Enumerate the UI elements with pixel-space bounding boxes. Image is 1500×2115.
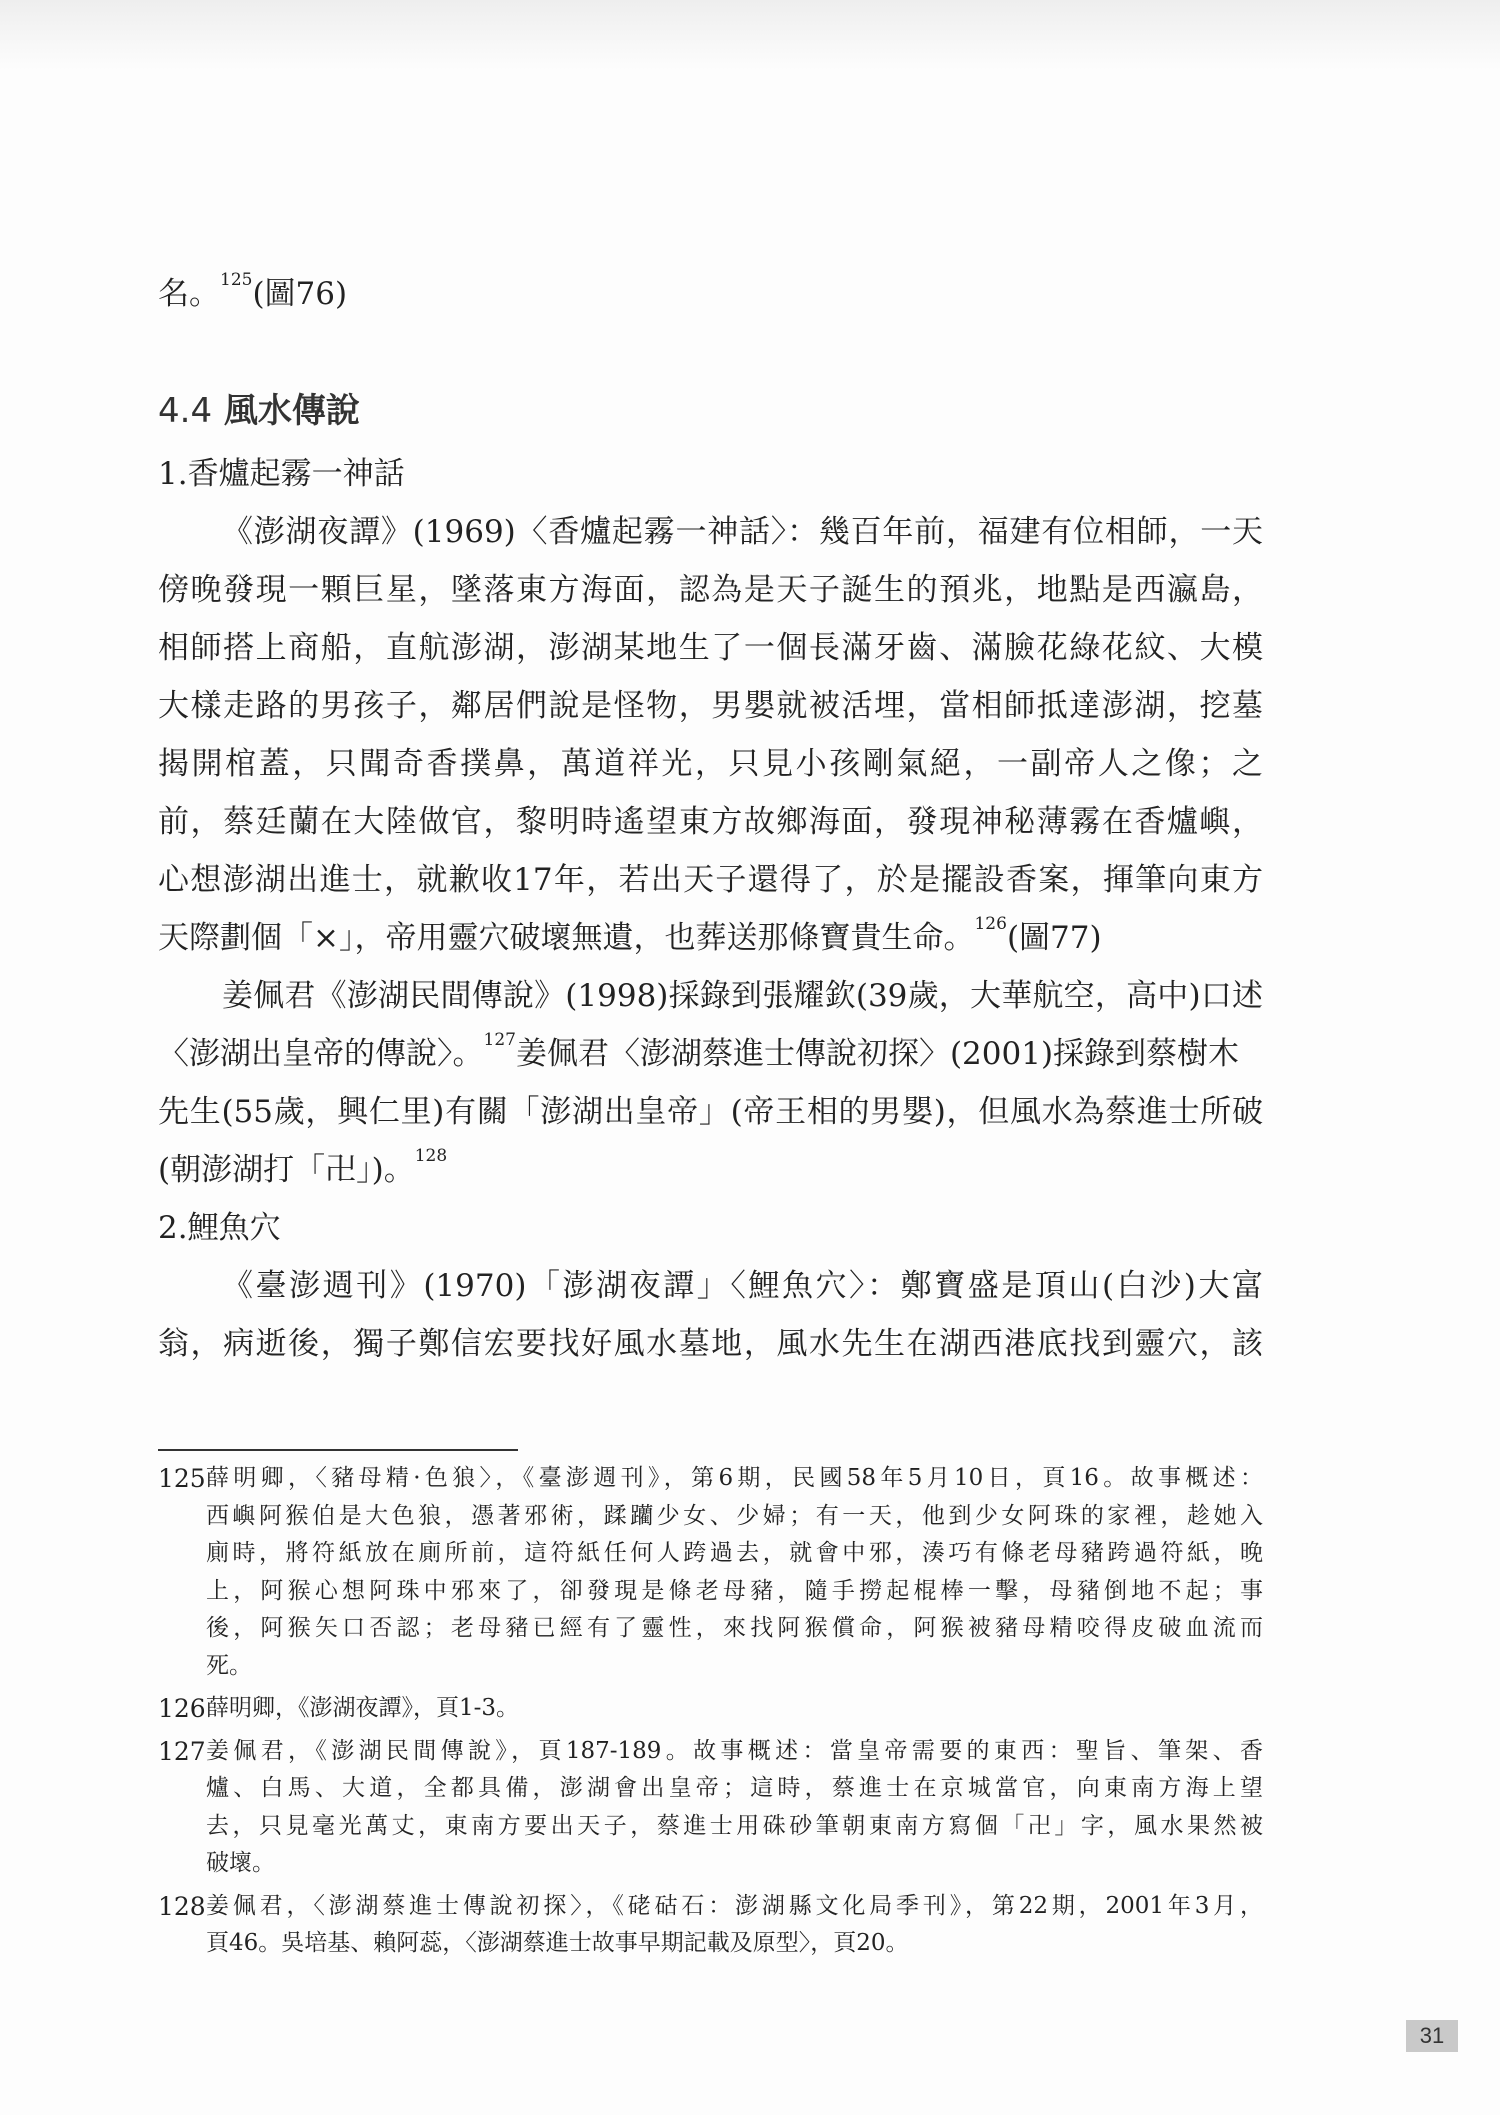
footnote-line [158, 1690, 1263, 1728]
footnote-text: 死。 [206, 1652, 252, 1679]
figure-ref: (圖76) [252, 276, 348, 312]
paragraph-2-line: 先生(55歲，興仁里)有關「澎湖出皇帝」(帝王相的男嬰)，但風水為蔡進士所破 [158, 1094, 1263, 1130]
footnote-line [158, 1573, 1263, 1611]
footnote-line [158, 1460, 1263, 1498]
paragraph-2-line: 姜佩君《澎湖民間傳說》(1998)採錄到張耀欽(39歲，大華航空，高中)口述 [222, 978, 1263, 1014]
paragraph-2-line [158, 1141, 1263, 1199]
footnote-line [158, 1498, 1263, 1536]
paragraph-1-last-line [158, 909, 1263, 967]
footnote-text: 薛明卿，〈豬母精·色狼〉，《臺澎週刊》，第6期，民國58年5月10日，頁16。故事概述： [206, 1465, 1263, 1491]
footnote-text: 廁時，將符紙放在廁所前，這符紙任何人跨過去，就會中邪，湊巧有條老母豬跨過符紙，晚 [206, 1540, 1263, 1566]
text: 〈澎湖出皇帝的傳說〉。 [158, 1036, 484, 1072]
footnote-line [158, 1733, 1263, 1771]
text: 天際劃個「×」，帝用靈穴破壞無遺，也葬送那條寶貴生命。 [158, 920, 975, 956]
paragraph-line: 《臺澎週刊》(1970)「澎湖夜譚」〈鯉魚穴〉：鄭寶盛是頂山(白沙)大富 [222, 1268, 1263, 1304]
footnote-number [158, 1808, 206, 1846]
paragraph-2-line [158, 1025, 1263, 1083]
figure-ref: (圖77) [1006, 920, 1102, 956]
footnote-line [158, 1845, 1263, 1883]
footnote-number [158, 1498, 206, 1536]
footnote-number [158, 1770, 206, 1808]
page-number: 31 [1406, 2020, 1458, 2052]
footnote [158, 1460, 1263, 1685]
footnote-number [158, 1845, 206, 1883]
footnote-ref[interactable]: 128 [414, 1146, 448, 1166]
subheading-2: 2.鯉魚穴 [158, 1210, 281, 1246]
footnote-line [158, 1808, 1263, 1846]
footnote-line [158, 1925, 1263, 1963]
subheading-1: 1.香爐起霧一神話 [158, 456, 405, 492]
footnote-text: 姜佩君，《澎湖民間傳說》，頁187-189。故事概述：當皇帝需要的東西：聖旨、筆架、香 [206, 1737, 1263, 1764]
footnote-ref[interactable]: 126 [974, 914, 1007, 934]
footnote-number: 126 [158, 1694, 206, 1723]
paragraph-line: 心想澎湖出進士，就歉收17年，若出天子還得了，於是擺設香案，揮筆向東方 [158, 862, 1263, 898]
footnote-number: 125 [158, 1464, 206, 1493]
footnote-text: 頁46。吳培基、賴阿蕊，〈澎湖蔡進士故事早期記載及原型〉，頁20。 [206, 1930, 909, 1956]
text: 姜佩君〈澎湖蔡進士傳說初探〉(2001)採錄到蔡樹木 [515, 1036, 1240, 1072]
section-number: 4.4 [158, 391, 213, 431]
scan-shadow [0, 0, 1500, 70]
footnote-number [158, 1573, 206, 1611]
footnote-line [158, 1888, 1263, 1926]
paragraph-line: 揭開棺蓋，只聞奇香撲鼻，萬道祥光，只見小孩剛氣絕，一副帝人之像；之 [158, 746, 1263, 782]
footnotes [158, 1460, 1263, 1968]
paragraph-line: 相師搭上商船，直航澎湖，澎湖某地生了一個長滿牙齒、滿臉花綠花紋、大模 [158, 630, 1263, 666]
paragraph-line: 《澎湖夜譚》(1969)〈香爐起霧一神話〉：幾百年前，福建有位相師，一天 [222, 514, 1263, 550]
footnote-text: 破壞。 [206, 1850, 275, 1876]
section-heading [158, 382, 1263, 440]
paragraph-line: 傍晚發現一顆巨星，墜落東方海面，認為是天子誕生的預兆，地點是西瀛島， [158, 572, 1263, 608]
footnote-text: 薛明卿，《澎湖夜譚》，頁1-3。 [206, 1695, 520, 1721]
footnote-text: 西嶼阿猴伯是大色狼，憑著邪術，蹂躪少女、少婦；有一天，他到少女阿珠的家裡，趁她入 [206, 1502, 1263, 1529]
footnote [158, 1733, 1263, 1883]
footnote-number [158, 1535, 206, 1573]
footnote [158, 1690, 1263, 1728]
footnote-line [158, 1610, 1263, 1648]
footnote-number [158, 1925, 206, 1963]
footnote-separator [158, 1449, 518, 1451]
footnote-number: 127 [158, 1736, 206, 1766]
footnote-text: 姜佩君，〈澎湖蔡進士傳說初探〉，《硓𥑮石：澎湖縣文化局季刊》，第22期，2001年3月， [206, 1892, 1263, 1919]
paragraph-line: 大樣走路的男孩子，鄰居們說是怪物，男嬰就被活埋，當相師抵達澎湖，挖墓 [158, 688, 1263, 724]
section-title: 風水傳說 [223, 391, 360, 431]
paragraph-line: 前，蔡廷蘭在大陸做官，黎明時遙望東方故鄉海面，發現神秘薄霧在香爐嶼， [158, 804, 1263, 840]
text: 名。 [158, 276, 220, 312]
footnote-number: 128 [158, 1891, 206, 1921]
footnote [158, 1888, 1263, 1963]
footnote-text: 上，阿猴心想阿珠中邪來了，卻發現是條老母豬，隨手撈起棍棒一擊，母豬倒地不起；事 [206, 1577, 1263, 1604]
footnote-line [158, 1648, 1263, 1686]
footnote-number [158, 1610, 206, 1648]
text: (朝澎湖打「卍」)。 [158, 1152, 415, 1188]
footnote-line [158, 1535, 1263, 1573]
footnote-text: 去，只見毫光萬丈，東南方要出天子，蔡進士用硃砂筆朝東南方寫個「卍」字，風水果然被 [206, 1812, 1263, 1839]
footnote-text: 爐、白馬、大道，全都具備，澎湖會出皇帝；這時，蔡進士在京城當官，向東南方海上望 [206, 1775, 1263, 1801]
footnote-ref[interactable]: 125 [220, 270, 253, 290]
footnote-text: 後，阿猴矢口否認；老母豬已經有了靈性，來找阿猴償命，阿猴被豬母精咬得皮破血流而 [206, 1615, 1263, 1641]
carryover-line [158, 265, 1263, 323]
footnote-line [158, 1770, 1263, 1808]
paragraph-line: 翁，病逝後，獨子鄭信宏要找好風水墓地，風水先生在湖西港底找到靈穴，該 [158, 1326, 1263, 1362]
footnote-ref[interactable]: 127 [483, 1030, 516, 1050]
footnote-number [158, 1648, 206, 1686]
